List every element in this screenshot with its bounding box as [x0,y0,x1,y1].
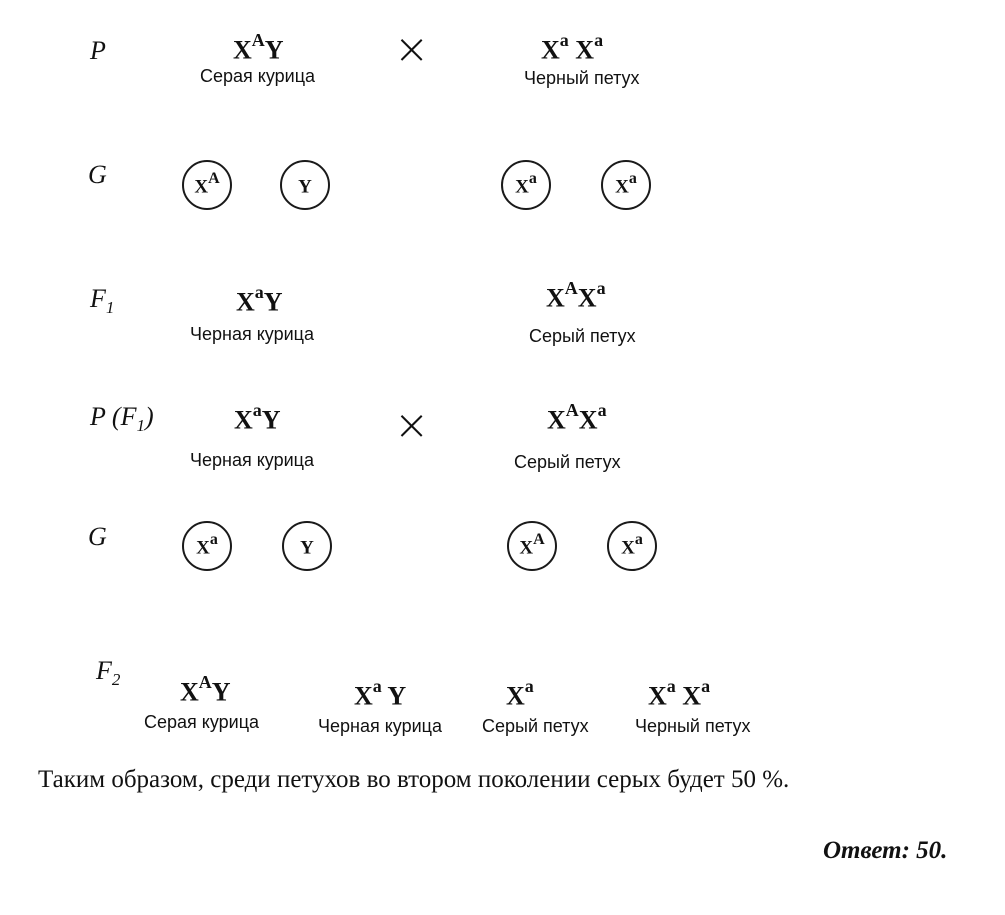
caption-f2-2: Черная курица [318,716,442,736]
row-label-f2: $F_2$ [96,656,121,690]
conclusion-text: Таким образом, среди петухов во втором поколении серых будет 50 %. [38,766,790,793]
row-label-p: P [90,36,106,65]
gamete-circle: $X^A$ [507,521,557,571]
caption-f2-3: Серый петух [482,716,589,736]
cross-symbol: × [394,24,430,73]
genotype-f1-hen: $X^aY$ [236,282,283,317]
caption-f1-rooster: Серый петух [529,326,636,346]
caption-f2-1: Серая курица [144,712,260,732]
gamete-circle: $X^a$ [501,160,551,210]
genotype-f2-1: $X^AY$ [180,672,231,707]
gamete-circle: Y [280,160,330,210]
gamete-circle: $X^a$ [601,160,651,210]
gamete-circle: $X^a$ [607,521,657,571]
row-label-g1: G [88,160,107,189]
caption-pf1-rooster: Серый петух [514,452,621,472]
genotype-pf1-rooster: $X^AX^a$ [547,400,607,435]
genotype-p-rooster: $X^a$ $X^a$ [541,30,604,65]
genotype-f2-2: $X^a$ Y [354,676,407,711]
genotype-pf1-hen: $X^aY$ [234,400,281,435]
caption-p-rooster: Черный петух [524,68,640,88]
caption-pf1-hen: Черная курица [190,450,314,470]
genotype-f1-rooster: $X^AX^a$ [546,278,606,313]
gamete-circle: Y [282,521,332,571]
gamete-circle: $X^A$ [182,160,232,210]
caption-p-hen: Серая курица [200,66,316,86]
genotype-p-hen: $X^AY$ [233,30,284,65]
row-label-p-f1: P $(F_1)$ [90,402,154,436]
cross-symbol: × [394,400,430,449]
genotype-f2-4: $X^a$ $X^a$ [648,676,711,711]
row-label-f1: $F_1$ [90,284,115,318]
caption-f2-4: Черный петух [635,716,751,736]
row-label-g2: G [88,522,107,551]
answer-text: Ответ: 50. [823,837,948,864]
genotype-f2-3: $X^a$ [506,676,534,711]
caption-f1-hen: Черная курица [190,324,314,344]
gamete-circle: $X^a$ [182,521,232,571]
